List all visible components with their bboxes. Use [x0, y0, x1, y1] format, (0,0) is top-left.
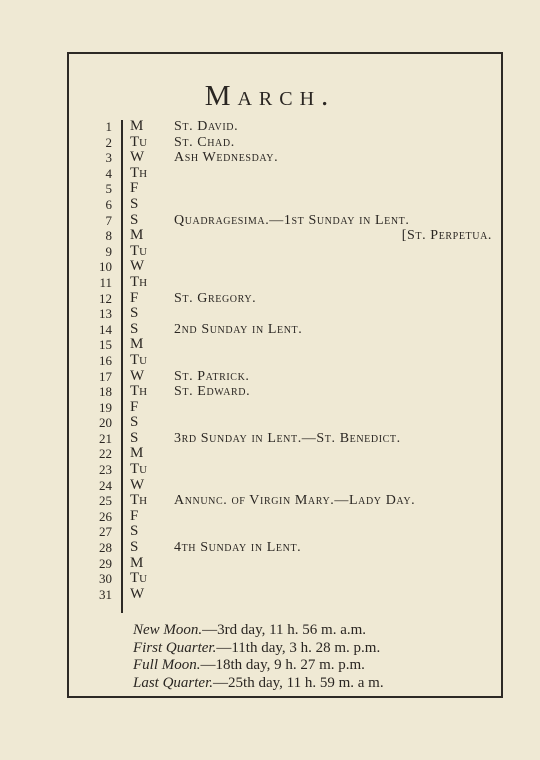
event-text: [St. Perpetua. [401, 228, 492, 244]
day-number: 29 [99, 555, 112, 571]
event-text: St. Edward. [174, 384, 251, 400]
calendar-row [82, 431, 502, 447]
day-number: 3 [105, 150, 112, 166]
day-number: 6 [105, 196, 112, 212]
moon-phase-line [133, 640, 384, 658]
weekday: Tu [130, 351, 148, 368]
moon-phase-name: Last Quarter. [133, 674, 214, 691]
weekday: S [130, 539, 139, 556]
day-number: 24 [99, 477, 112, 493]
weekday: Th [130, 383, 148, 400]
weekday: W [130, 585, 145, 602]
day-number: 10 [99, 259, 112, 275]
moon-phase-name: Full Moon. [133, 657, 201, 673]
calendar-row [82, 384, 502, 400]
calendar-row [82, 275, 502, 291]
day-number: 20 [99, 415, 112, 431]
calendar-row [82, 306, 502, 322]
event-text: St. David. [174, 119, 239, 134]
weekday: Th [130, 273, 148, 290]
weekday: S [130, 305, 139, 322]
calendar-row [82, 400, 502, 416]
weekday: S [130, 523, 139, 540]
event-text: St. Gregory. [174, 290, 257, 306]
moon-phases [133, 622, 384, 692]
moon-phase-time: —25th day, 11 h. 59 m. a m. [213, 674, 384, 691]
day-number: 13 [99, 306, 112, 322]
day-number: 31 [99, 586, 112, 602]
day-number: 4 [105, 165, 112, 181]
day-number: 12 [99, 290, 112, 306]
day-number: 21 [99, 430, 112, 446]
day-number: 23 [99, 462, 112, 478]
calendar-row [82, 446, 502, 462]
day-number: 7 [105, 212, 112, 228]
moon-phase-time: —11th day, 3 h. 28 m. p.m. [216, 639, 381, 656]
calendar-row [82, 353, 502, 369]
calendar-row [82, 556, 502, 572]
month-title: March. [204, 80, 336, 112]
calendar-row [82, 587, 502, 603]
weekday: M [130, 227, 144, 244]
day-number: 18 [99, 384, 112, 400]
calendar-row [82, 524, 502, 540]
day-number: 22 [99, 446, 112, 462]
day-number: 1 [105, 119, 112, 134]
weekday: S [130, 414, 139, 431]
calendar-row [82, 493, 502, 509]
event-text: Quadragesima.—1st Sunday in Lent. [174, 212, 410, 228]
day-number: 30 [99, 571, 112, 587]
moon-phase-name: First Quarter. [133, 639, 217, 656]
moon-phase-line [133, 675, 384, 693]
weekday: Th [130, 492, 148, 509]
weekday: F [130, 289, 139, 306]
calendar-row [82, 415, 502, 431]
weekday: W [130, 367, 145, 384]
weekday: M [130, 445, 144, 462]
weekday: Th [130, 164, 148, 181]
weekday: F [130, 507, 139, 524]
calendar-row [82, 571, 502, 587]
day-number: 8 [105, 228, 112, 244]
moon-phase-line [133, 657, 384, 675]
weekday: S [130, 429, 139, 446]
weekday: Tu [130, 133, 148, 150]
day-number: 11 [99, 274, 112, 290]
calendar-row [82, 369, 502, 385]
moon-phase-time: —18th day, 9 h. 27 m. p.m. [200, 657, 365, 673]
weekday: F [130, 398, 139, 415]
day-number: 19 [99, 399, 112, 415]
weekday: W [130, 258, 145, 275]
day-number: 14 [99, 321, 112, 337]
calendar-row [82, 119, 502, 135]
calendar-row [82, 509, 502, 525]
calendar-table [82, 119, 502, 602]
moon-phase-time: —3rd day, 11 h. 56 m. a.m. [202, 622, 367, 638]
weekday: Tu [130, 461, 148, 478]
weekday: Tu [130, 570, 148, 587]
day-number: 17 [99, 368, 112, 384]
day-number: 28 [99, 540, 112, 556]
event-text: 4th Sunday in Lent. [174, 540, 302, 556]
day-number: 27 [99, 524, 112, 540]
weekday: W [130, 149, 145, 166]
weekday: S [130, 211, 139, 228]
calendar-row [82, 478, 502, 494]
weekday: W [130, 476, 145, 493]
calendar-row [82, 462, 502, 478]
weekday: M [130, 336, 144, 353]
calendar-row [82, 150, 502, 166]
event-text: Annunc. of Virgin Mary.—Lady Day. [174, 493, 416, 509]
weekday: S [130, 320, 139, 337]
calendar-row [82, 244, 502, 260]
day-number: 9 [105, 243, 112, 259]
calendar-row [82, 181, 502, 197]
calendar-row [82, 135, 502, 151]
calendar-row [82, 540, 502, 556]
day-number: 26 [99, 508, 112, 524]
event-text: 3rd Sunday in Lent.—St. Benedict. [174, 430, 401, 446]
weekday: M [130, 118, 144, 134]
calendar-row [82, 322, 502, 338]
calendar-row [82, 337, 502, 353]
day-number: 2 [105, 134, 112, 150]
day-number: 25 [99, 493, 112, 509]
event-text: St. Chad. [174, 134, 235, 150]
calendar-row [82, 259, 502, 275]
day-number: 16 [99, 352, 112, 368]
calendar-row [82, 291, 502, 307]
event-text: Ash Wednesday. [174, 150, 279, 166]
event-text: 2nd Sunday in Lent. [174, 321, 303, 337]
weekday: M [130, 554, 144, 571]
weekday: Tu [130, 242, 148, 259]
moon-phase-line [133, 622, 384, 640]
weekday: S [130, 195, 139, 212]
event-text: St. Patrick. [174, 368, 250, 384]
moon-phase-name: New Moon. [133, 622, 203, 638]
calendar-row [82, 213, 502, 229]
calendar-row [82, 197, 502, 213]
day-number: 5 [105, 181, 112, 197]
weekday: F [130, 180, 139, 197]
day-number: 15 [99, 337, 112, 353]
calendar-row [82, 228, 502, 244]
calendar-row [82, 166, 502, 182]
